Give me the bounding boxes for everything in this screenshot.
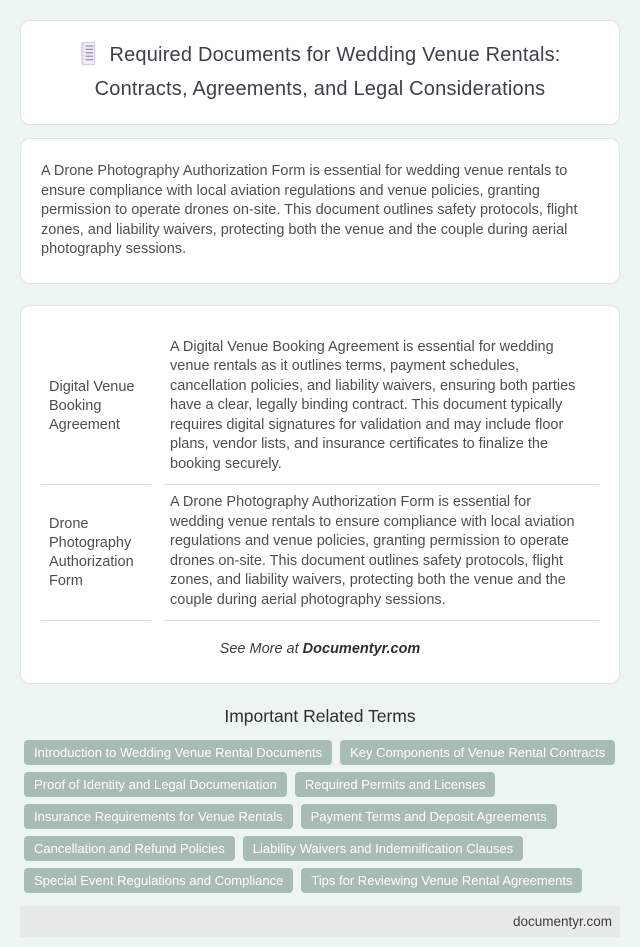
related-term-tag[interactable]: Special Event Regulations and Compliance <box>24 868 293 893</box>
documents-table <box>41 330 599 622</box>
related-terms-list <box>20 740 620 893</box>
receipt-icon <box>79 41 96 75</box>
related-term-tag[interactable]: Key Components of Venue Rental Contracts <box>340 740 615 765</box>
related-term-tag[interactable]: Payment Terms and Deposit Agreements <box>301 804 557 829</box>
related-term-tag[interactable]: Liability Waivers and Indemnification Clauses <box>243 836 523 861</box>
document-name: Drone Photography Authorization Form <box>41 485 151 621</box>
documents-card <box>20 305 620 685</box>
related-term-tag[interactable]: Insurance Requirements for Venue Rentals <box>24 804 293 829</box>
related-term-tag[interactable]: Proof of Identity and Legal Documentation <box>24 772 287 797</box>
page-title-text: Required Documents for Wedding Venue Rentals: Contracts, Agreements, and Legal Considerations <box>94 44 561 100</box>
related-term-tag[interactable]: Tips for Reviewing Venue Rental Agreements <box>301 868 582 893</box>
see-more-brand-link[interactable]: Documentyr.com <box>302 641 421 657</box>
document-description: A Digital Venue Booking Agreement is essential for wedding venue rentals as it outlines terms, payment schedules, cancellation policies, and liability waivers, ensuring both parties have a clear, legally binding contract. This document typically requires digital signatures for validation and may include floor plans, vendor lists, and insurance certificates to finalize the booking securely. <box>164 330 599 486</box>
see-more-text: See More at <box>219 641 303 657</box>
see-more-line <box>41 641 599 657</box>
title-card <box>20 20 620 125</box>
related-term-tag[interactable]: Cancellation and Refund Policies <box>24 836 235 861</box>
document-description: A Drone Photography Authorization Form is essential for wedding venue rentals to ensure compliance with local aviation regulations and venue policies, granting permission to operate drones on-site. This document outlines safety protocols, flight zones, and liability waivers, protecting both the venue and the couple during aerial photography sessions. <box>164 485 599 621</box>
document-name: Digital Venue Booking Agreement <box>41 330 151 486</box>
footer-bar <box>20 906 620 937</box>
related-terms-heading: Important Related Terms <box>224 706 416 726</box>
related-term-tag[interactable]: Introduction to Wedding Venue Rental Documents <box>24 740 332 765</box>
intro-card <box>20 138 620 284</box>
page-title <box>55 41 585 104</box>
related-term-tag[interactable]: Required Permits and Licenses <box>295 772 496 797</box>
footer-site-link[interactable]: documentyr.com <box>512 914 612 929</box>
intro-paragraph: A Drone Photography Authorization Form is essential for wedding venue rentals to ensure compliance with local aviation regulations and venue policies, granting permission to operate drones on-site. This document outlines safety protocols, flight zones, and liability waivers, protecting both the venue and the couple during aerial photography sessions. <box>41 163 578 257</box>
